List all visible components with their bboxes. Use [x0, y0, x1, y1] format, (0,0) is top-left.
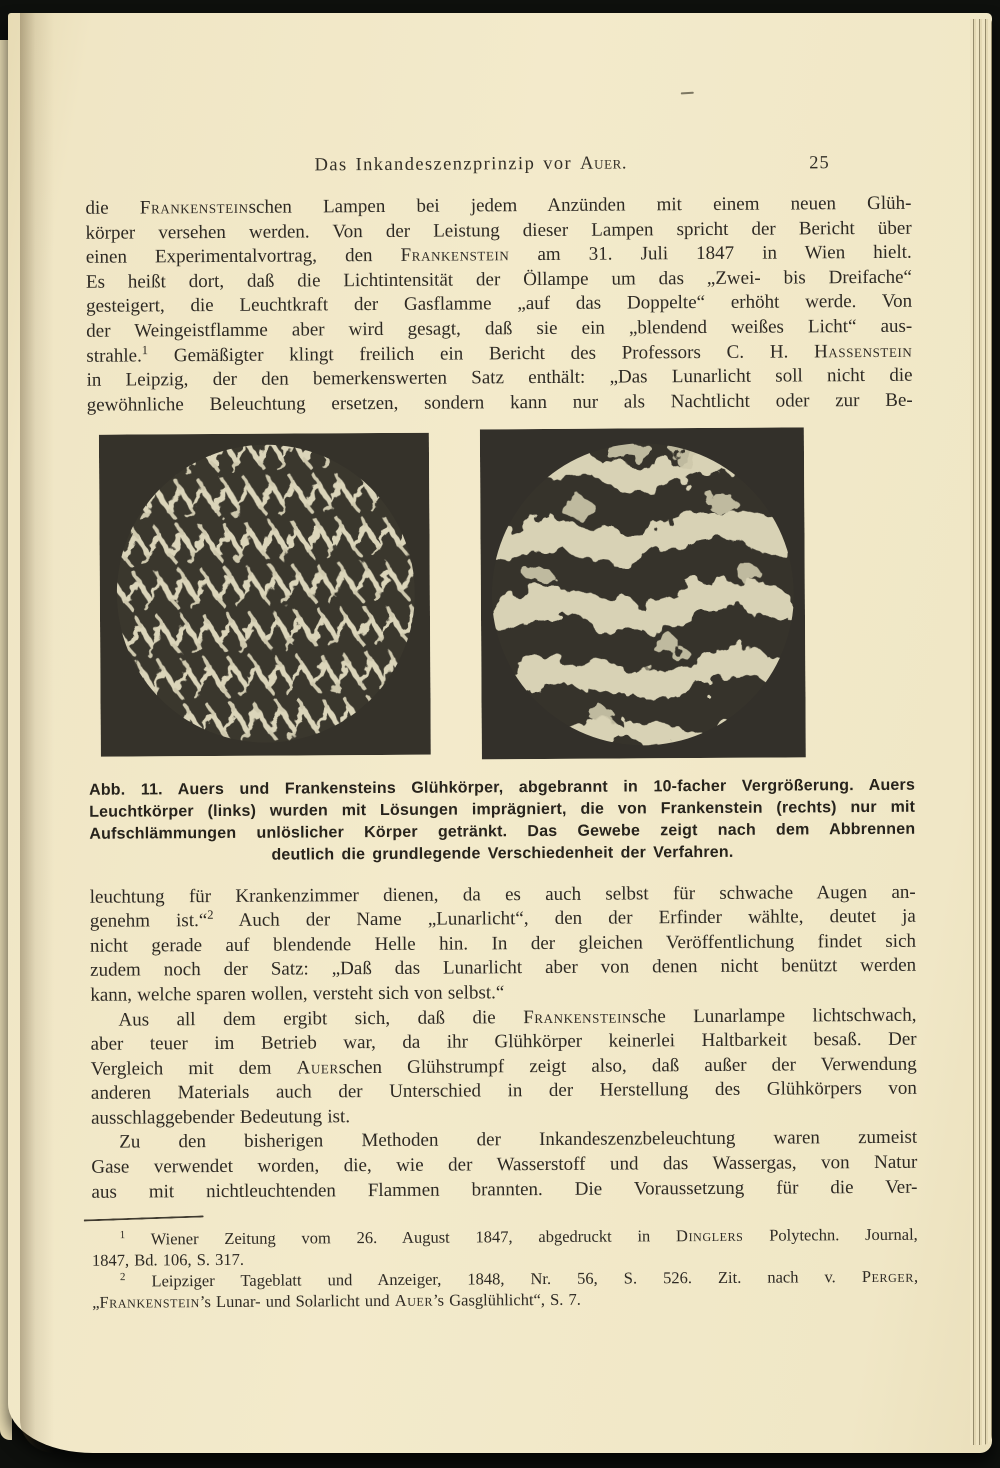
footnote-separator	[84, 1216, 204, 1222]
page-content	[84, 11, 919, 1456]
text-line: kann, welche sparen wollen, versteht sich von selbst.“	[90, 982, 505, 1006]
text-line: ausschlaggebender Bedeutung ist.	[90, 1106, 351, 1129]
text-line: 1847, Bd. 106, S. 317.	[91, 1250, 245, 1271]
paragraph-3	[90, 1003, 917, 1131]
footnotes	[92, 1224, 918, 1313]
running-header-title: Das Inkandeszenzprinzip vor Auer.	[314, 153, 628, 176]
text-line: der Weingeistflamme aber wird gesagt, daß sie ein „blendend weißes Licht“ aus-	[86, 315, 913, 342]
text-line: $^1$ Wiener Zeitung vom 26. August 1847, abgedruckt in Dinglers Polytechn. Journal,	[119, 1224, 918, 1249]
footnote-2	[92, 1266, 918, 1313]
figure-abb-11	[99, 430, 915, 762]
text-line: aber teuer im Betrieb war, da ihr Glühkörper keinerlei Haltbarkeit besaß. Der	[90, 1028, 917, 1055]
text-line: Zu den bisherigen Methoden der Inkandeszenzbeleuchtung waren zumeist	[119, 1127, 918, 1154]
text-line: zudem noch der Satz: „Daß das Lunarlicht aber von denen nicht benützt werden	[90, 955, 917, 982]
paragraph-2	[90, 880, 917, 1008]
text-line: Aufschlämmungen unlöslicher Körper getränkt. Das Gewebe zeigt nach dem Abbrennen	[89, 820, 916, 843]
book-page	[8, 13, 992, 1453]
page-number: 25	[809, 153, 830, 174]
stray-ink-mark	[681, 92, 694, 95]
footnote-1	[92, 1224, 918, 1271]
text-line: nicht gerade auf blendende Helle hin. In der gleichen Veröffentlichung findet sich	[89, 930, 917, 957]
text-line: einen Experimentalvortrag, den Frankenstein am 31. Juli 1847 in Wien hielt.	[85, 241, 912, 268]
text-line: gewöhnliche Beleuchtung ersetzen, sondern kann nur als Nachtlicht oder zur Be-	[86, 389, 913, 416]
text-line: die Frankensteinschen Lampen bei jedem Anzünden mit einem neuen Glüh-	[85, 192, 912, 219]
text-line: Aus all dem ergibt sich, daß die Frankensteinsche Lunarlampe lichtschwach,	[118, 1004, 917, 1031]
text-line: Vergleich mit dem Auerschen Glühstrumpf zeigt also, daß außer der Verwendung	[90, 1053, 917, 1080]
text-line: aus mit nichtleuchtenden Flammen brannten. Die Voraussetzung für die Ver-	[91, 1176, 918, 1203]
paragraph-4	[91, 1126, 917, 1205]
text-line: Leuchtkörper (links) wurden mit Lösungen imprägniert, die von Frankenstein (rechts) nur mit	[89, 798, 916, 821]
text-line: in Leipzig, der den bemerkenswerten Satz enthält: „Das Lunarlicht soll nicht die	[86, 364, 913, 391]
text-line: gesteigert, die Leuchtkraft der Gasflamme „auf das Doppelte“ erhöht werde. Von	[86, 291, 913, 318]
auer-mantle-photo	[99, 433, 431, 757]
text-line: $^2$ Leipziger Tageblatt und Anzeiger, 1848, Nr. 56, S. 526. Zit. nach v. Perger,	[119, 1266, 919, 1291]
text-line: deutlich die grundlegende Verschiedenheit der Verfahren.	[271, 843, 734, 864]
paragraph-1	[85, 192, 912, 418]
text-line: Abb. 11. Auers und Frankensteins Glühkörper, abgebrannt in 10-facher Vergrößerung. Auers	[88, 777, 916, 800]
text-line: leuchtung für Krankenzimmer dienen, da es auch selbst für schwache Augen an-	[89, 881, 916, 908]
page-edge-stack-lines	[970, 19, 992, 1445]
gutter-crease-shadow	[20, 13, 54, 1453]
text-line: strahle.$^1$ Gemäßigter klingt freilich ein Bericht des Professors C. H. Hassenstein	[86, 340, 913, 367]
text-line: genehm ist.“$^2$ Auch der Name „Lunarlicht“, den der Erfinder wählte, deutet ja	[89, 905, 916, 932]
figure-caption	[89, 775, 916, 867]
running-header	[85, 150, 857, 180]
text-line: „Frankenstein’s Lunar- und Solarlicht und Auer’s Gasglühlicht“, S. 7.	[92, 1290, 581, 1313]
text-line: körper versehen werden. Von der Leistung dieser Lampen spricht der Bericht über	[85, 217, 912, 244]
text-line: anderen Materials auch der Unterschied in der Herstellung des Glühkörpers von	[90, 1078, 917, 1105]
text-line: Gase verwendet worden, die, wie der Wasserstoff und das Wassergas, von Natur	[91, 1151, 918, 1178]
frankenstein-mantle-photo	[480, 428, 806, 760]
text-line: Es heißt dort, daß die Lichtintensität der Öllampe um das „Zwei- bis Dreifache“	[85, 266, 912, 293]
